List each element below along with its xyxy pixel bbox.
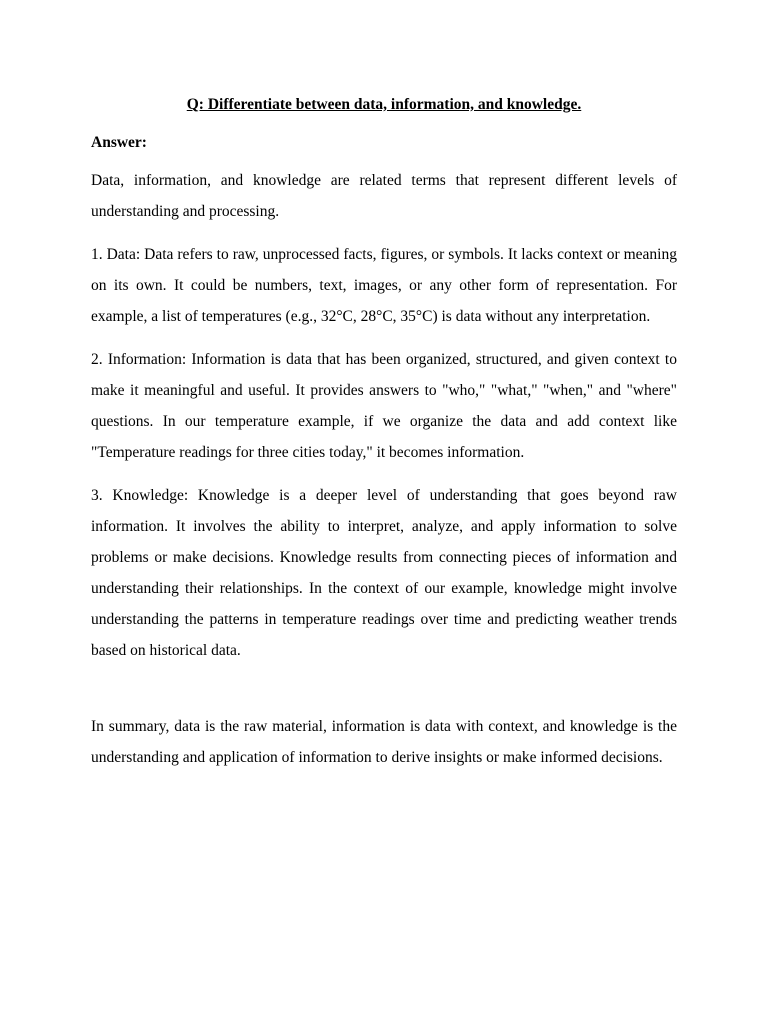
summary-paragraph: In summary, data is the raw material, information is data with context, and knowledge is the understanding and application of information to derive insights or make informed decisions. — [91, 718, 677, 766]
knowledge-paragraph: 3. Knowledge: Knowledge is a deeper level of understanding that goes beyond raw information. It involves the ability to interpret, analyze, and apply information to solve problems or make decisions. Knowledge results from connecting pieces of information and understanding their relationships. In the context of our example, knowledge might involve understanding the patterns in temperature readings over time and predicting weather trends based on historical data. — [91, 487, 677, 659]
document-content — [91, 93, 677, 785]
information-paragraph: 2. Information: Information is data that has been organized, structured, and given context to make it meaningful and useful. It provides answers to "who," "what," "when," and "where" questions. In our temperature example, if we organize the data and add context like "Temperature readings for three cities today," it becomes information. — [91, 351, 677, 461]
answer-label: Answer: — [91, 134, 147, 151]
data-paragraph: 1. Data: Data refers to raw, unprocessed facts, figures, or symbols. It lacks context or meaning on its own. It could be numbers, text, images, or any other form of representation. For example, a list of temperatures (e.g., 32°C, 28°C, 35°C) is data without any interpretation. — [91, 246, 677, 325]
intro-paragraph: Data, information, and knowledge are related terms that represent different levels of understanding and processing. — [91, 172, 677, 220]
question-title: Q: Differentiate between data, information, and knowledge. — [186, 96, 582, 113]
